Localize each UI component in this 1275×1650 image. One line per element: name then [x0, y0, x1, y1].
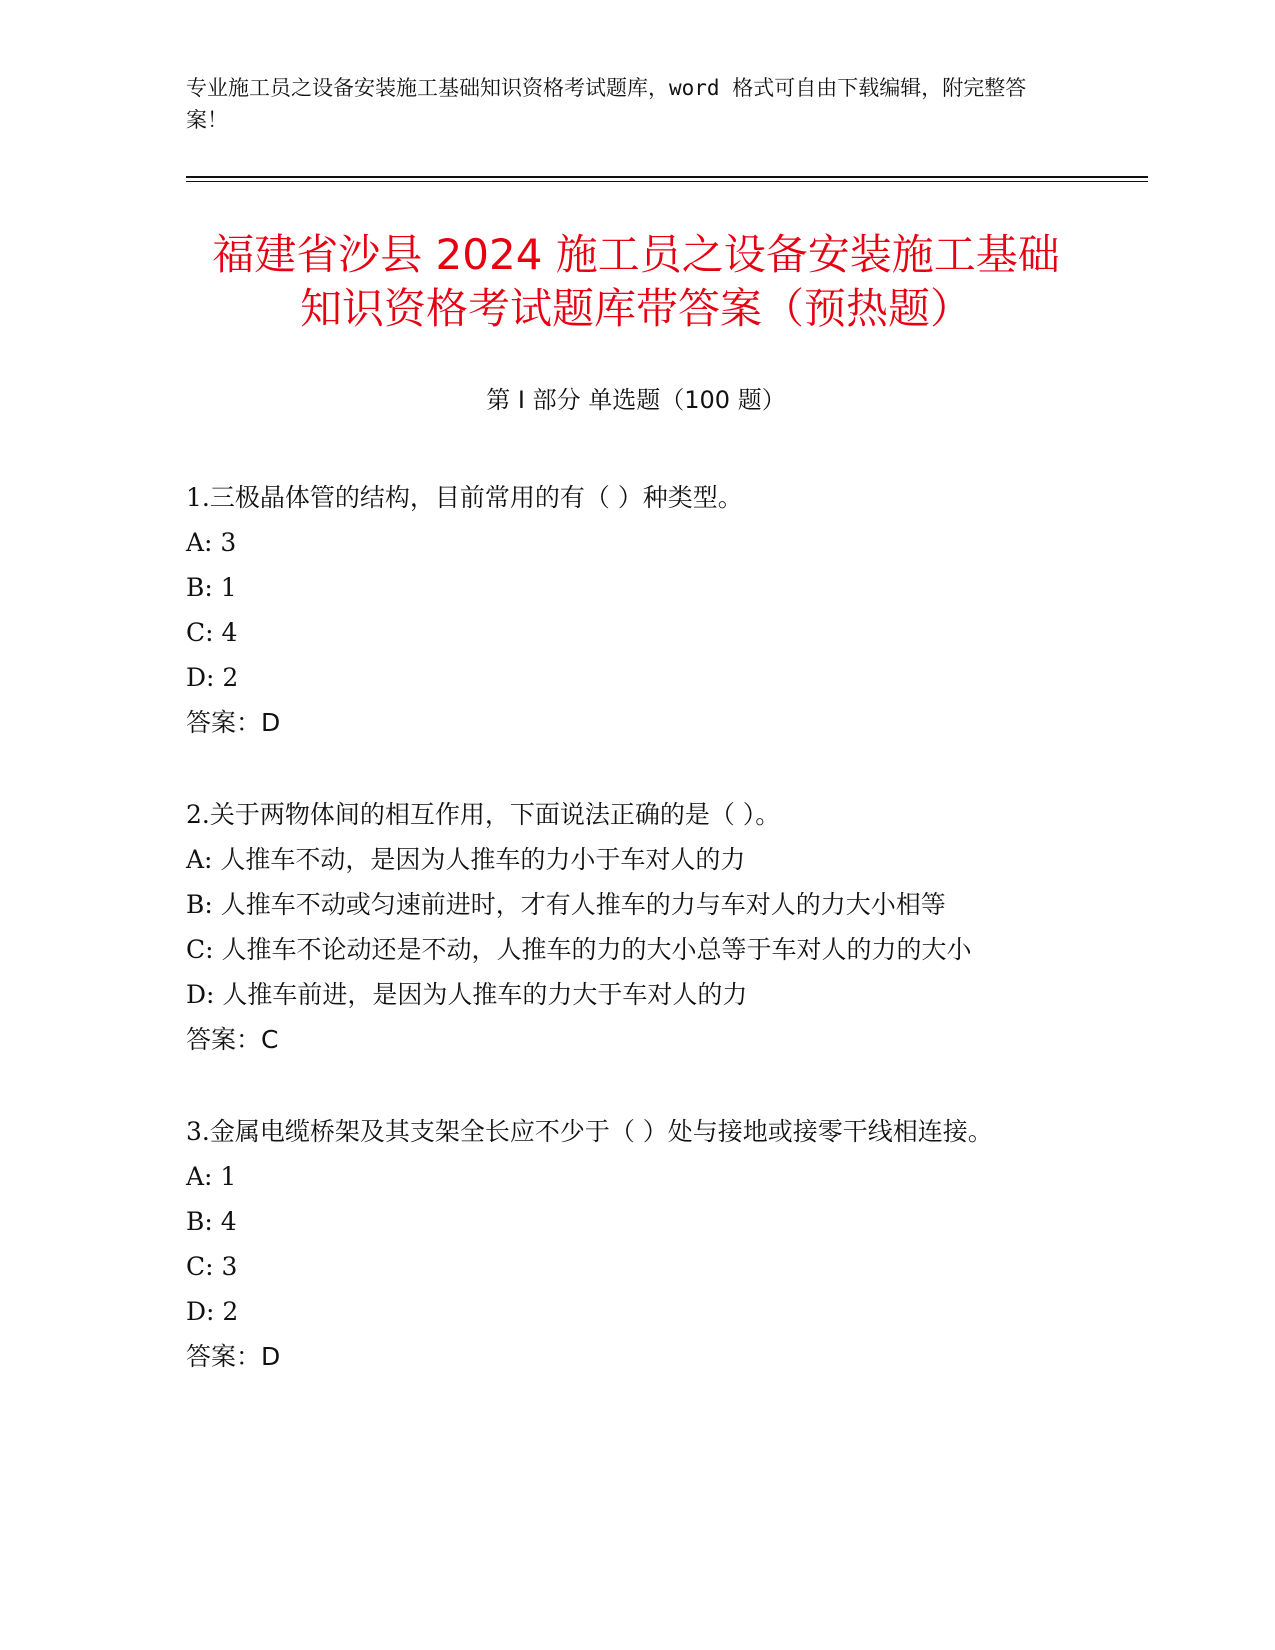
question-3	[186, 1109, 1066, 1379]
question-2	[186, 792, 1066, 1062]
header-note: 专业施工员之设备安装施工基础知识资格考试题库，word 格式可自由下载编辑，附完整答案！	[186, 76, 1027, 132]
option-a: A: 人推车不动，是因为人推车的力小于车对人的力	[186, 845, 746, 874]
question-1	[186, 475, 1066, 745]
option-a: A: 1	[186, 1162, 237, 1191]
option-d: D: 人推车前进，是因为人推车的力大于车对人的力	[186, 980, 748, 1009]
header-rule-thin	[186, 181, 1148, 182]
option-c: C: 人推车不论动还是不动，人推车的力的大小总等于车对人的力的大小	[186, 935, 972, 964]
answer: 答案：C	[186, 1025, 279, 1054]
answer: 答案：D	[186, 1342, 281, 1371]
option-d: D: 2	[186, 1297, 239, 1326]
option-c: C: 4	[186, 618, 238, 647]
option-b: B: 4	[186, 1207, 237, 1236]
option-b: B: 人推车不动或匀速前进时，才有人推车的力与车对人的力大小相等	[186, 890, 946, 919]
answer: 答案：D	[186, 708, 281, 737]
header-rule-thick	[186, 176, 1148, 178]
section-heading: 第 I 部分 单选题（100 题）	[486, 386, 786, 414]
option-c: C: 3	[186, 1252, 238, 1281]
question-stem: 1.三极晶体管的结构，目前常用的有（ ）种类型。	[186, 483, 743, 512]
option-a: A: 3	[186, 528, 237, 557]
title-line-1: 福建省沙县 2024 施工员之设备安装施工基础	[212, 230, 1060, 279]
question-stem: 2.关于两物体间的相互作用，下面说法正确的是（ ）。	[186, 800, 781, 829]
option-b: B: 1	[186, 573, 237, 602]
question-stem: 3.金属电缆桥架及其支架全长应不少于（ ）处与接地或接零干线相连接。	[186, 1117, 993, 1146]
option-d: D: 2	[186, 663, 239, 692]
title-line-2: 知识资格考试题库带答案（预热题）	[299, 284, 972, 333]
document-title	[186, 228, 1086, 336]
question-list	[186, 475, 1066, 1426]
